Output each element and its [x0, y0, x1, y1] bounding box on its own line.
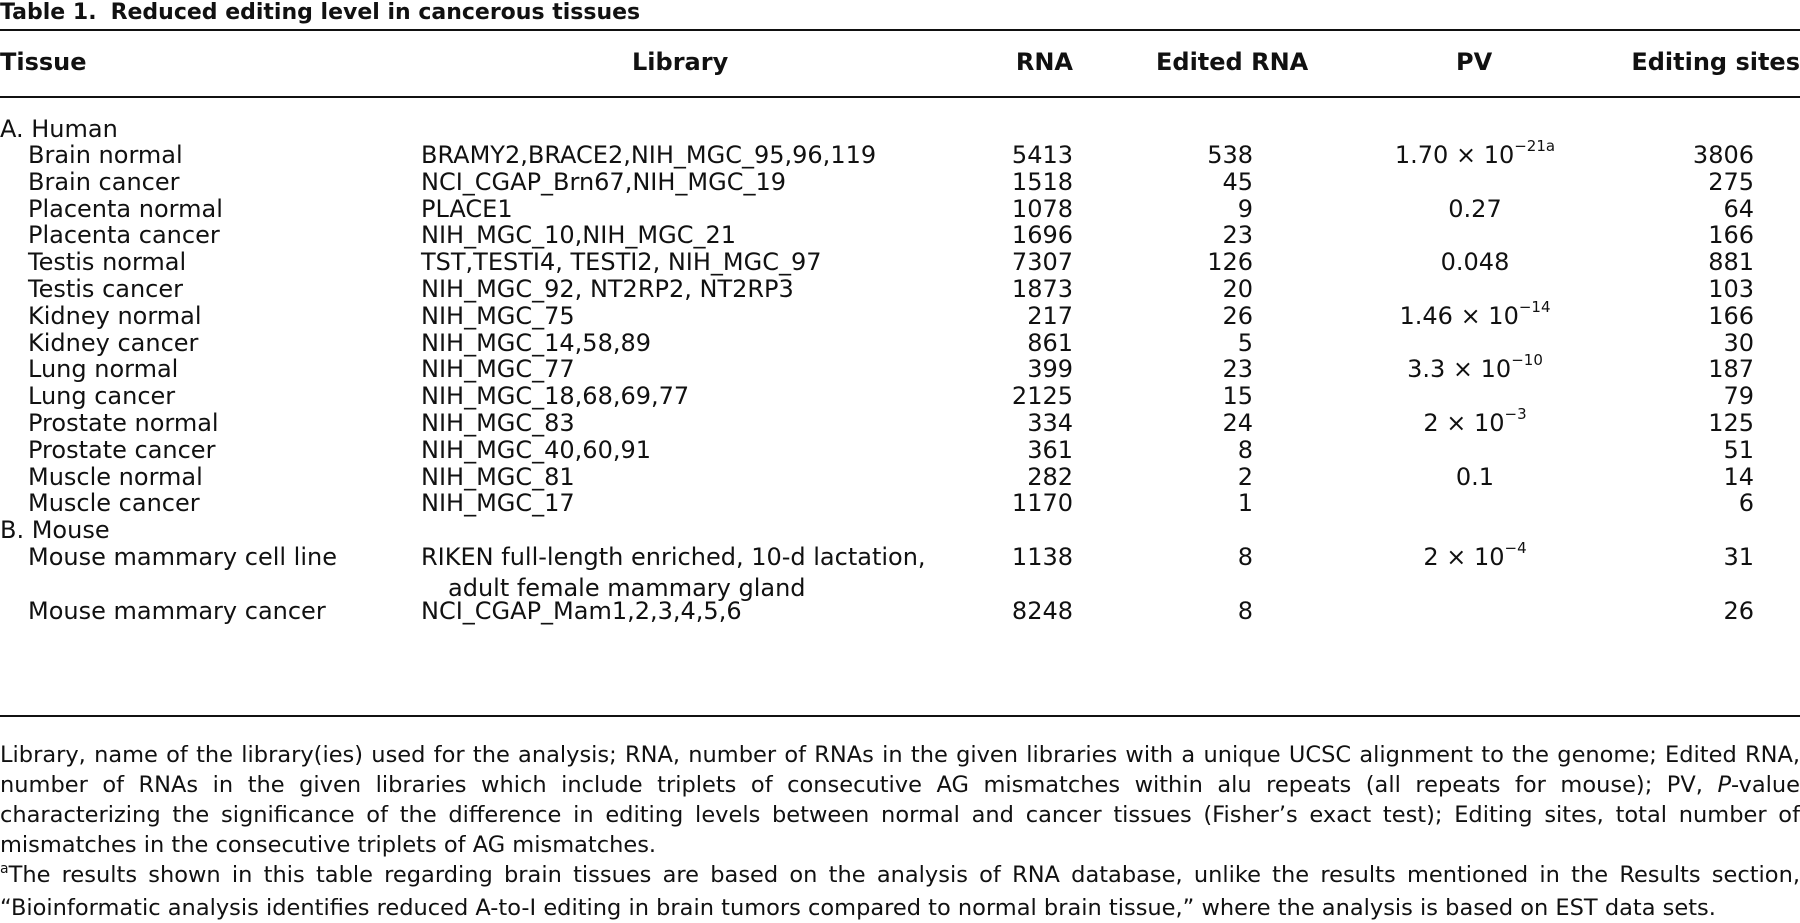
table-caption: Reduced editing level in cancerous tissues	[110, 0, 641, 25]
tissue-cell: Testis cancer	[28, 275, 184, 303]
editing-sites-cell: 275	[1708, 167, 1754, 196]
rna-cell: 1078	[1011, 194, 1073, 223]
edited-rna-cell: 45	[1222, 167, 1253, 196]
editing-sites-cell: 3806	[1692, 141, 1754, 169]
editing-sites-cell: 166	[1708, 221, 1754, 250]
rna-cell: 361	[1027, 435, 1073, 464]
tissue-cell: Mouse mammary cell line	[28, 543, 337, 571]
edited-rna-cell: 15	[1222, 382, 1253, 411]
rna-cell: 2125	[1011, 382, 1073, 411]
pv-value: 1.70 × 10	[1394, 141, 1515, 169]
library-cell: NIH_MGC_40,60,91	[421, 435, 652, 464]
table-row	[0, 596, 1800, 627]
edited-rna-cell: 8	[1237, 435, 1253, 464]
rna-cell: 8248	[1011, 596, 1073, 625]
pv-exponent: −21a	[1514, 137, 1556, 155]
header-pv: PV	[1456, 48, 1493, 76]
tissue-cell: Mouse mammary cancer	[28, 596, 326, 625]
edited-rna-cell: 23	[1222, 221, 1253, 250]
section-label-mouse: B. Mouse	[0, 516, 110, 545]
library-cell: NIH_MGC_18,68,69,77	[421, 382, 690, 411]
tissue-cell: Kidney cancer	[28, 328, 199, 357]
pv-exponent: −10	[1511, 351, 1543, 370]
pv-value: 1.46 × 10	[1399, 301, 1519, 330]
editing-sites-cell: 166	[1708, 301, 1754, 330]
rna-cell: 5413	[1011, 141, 1073, 169]
header-library: Library	[632, 48, 729, 76]
editing-sites-cell: 187	[1708, 355, 1754, 384]
footnote-text: The results shown in this table regarding brain tissues are based on the analysis of RNA database, unlike the results mentioned in the Results section, “Bioinformatic analysis identifies reduced A-to-I editing in brain tumors compared to normal brain tissue,” where the analysis is based on EST data sets.	[0, 862, 1800, 921]
tissue-cell: Lung normal	[28, 355, 179, 384]
rna-cell: 1696	[1011, 221, 1073, 250]
library-cell: PLACE1	[421, 194, 513, 223]
library-cell: NIH_MGC_92, NT2RP2, NT2RP3	[421, 275, 794, 303]
table-row	[0, 539, 1800, 602]
rna-cell: 861	[1027, 328, 1073, 357]
pv-value: 0.1	[1455, 462, 1495, 491]
pv-cell	[1380, 539, 1570, 576]
pv-exponent: −3	[1504, 405, 1527, 423]
edited-rna-cell: 24	[1222, 409, 1253, 437]
header-rna: RNA	[1015, 48, 1073, 76]
tissue-cell: Kidney normal	[28, 301, 202, 330]
tissue-cell: Testis normal	[28, 248, 187, 277]
editing-sites-cell: 64	[1723, 194, 1754, 223]
top-rule	[0, 29, 1800, 31]
pv-value: 0.27	[1448, 194, 1502, 223]
rna-cell: 399	[1027, 355, 1073, 384]
editing-sites-cell: 26	[1723, 596, 1754, 625]
section-label-human: A. Human	[0, 115, 118, 143]
editing-sites-cell: 30	[1723, 328, 1754, 357]
tissue-cell: Prostate normal	[28, 409, 219, 437]
legend-text-2: -value characterizing the significance of the difference in editing levels between normal and cancer tissues (Fisher’s exact test); Editing sites, total number of mismatches in the consecutive triplets of AG mismatches.	[0, 772, 1800, 858]
pv-value: 0.048	[1440, 248, 1510, 277]
library-cell: NIH_MGC_75	[421, 301, 575, 330]
edited-rna-cell: 23	[1222, 355, 1253, 384]
library-cell: NIH_MGC_81	[421, 462, 575, 491]
tissue-cell: Muscle normal	[28, 462, 203, 491]
library-cell: NCI_CGAP_Mam1,2,3,4,5,6	[421, 596, 742, 625]
edited-rna-cell: 538	[1207, 141, 1253, 169]
footnote-mark: a	[0, 861, 9, 877]
editing-sites-cell: 31	[1723, 543, 1754, 571]
tissue-cell: Brain cancer	[28, 167, 180, 196]
edited-rna-cell: 8	[1237, 543, 1253, 571]
editing-sites-cell: 103	[1708, 275, 1754, 303]
edited-rna-cell: 20	[1222, 275, 1253, 303]
tissue-cell: Lung cancer	[28, 382, 176, 411]
edited-rna-cell: 9	[1237, 194, 1253, 223]
edited-rna-cell: 1	[1237, 489, 1253, 518]
library-cell-continued: adult female mammary gland	[448, 574, 806, 602]
editing-sites-cell: 881	[1708, 248, 1754, 277]
pv-value: 2 × 10	[1423, 409, 1505, 437]
tissue-cell: Placenta normal	[28, 194, 223, 223]
editing-sites-cell: 14	[1723, 462, 1754, 491]
edited-rna-cell: 26	[1222, 301, 1253, 330]
edited-rna-cell: 2	[1237, 462, 1253, 491]
rna-cell: 334	[1027, 409, 1073, 437]
library-cell: NIH_MGC_83	[421, 409, 575, 437]
rna-cell: 282	[1027, 462, 1073, 491]
library-cell: NIH_MGC_14,58,89	[421, 328, 652, 357]
editing-sites-cell: 79	[1723, 382, 1754, 411]
table-notes	[0, 740, 1800, 923]
pv-value: 3.3 × 10	[1407, 355, 1512, 384]
pv-exponent: −4	[1504, 539, 1527, 557]
header-rule	[0, 96, 1800, 98]
library-cell: NCI_CGAP_Brn67,NIH_MGC_19	[421, 167, 787, 196]
bottom-rule	[0, 715, 1800, 717]
library-cell: RIKEN full-length enriched, 10-d lactation,	[421, 543, 926, 571]
edited-rna-cell: 126	[1207, 248, 1253, 277]
tissue-cell: Muscle cancer	[28, 489, 200, 518]
editing-sites-cell: 6	[1738, 489, 1754, 518]
rna-cell: 1138	[1011, 543, 1073, 571]
table-title	[0, 0, 640, 26]
tissue-cell: Brain normal	[28, 141, 183, 169]
rna-cell: 217	[1027, 301, 1073, 330]
rna-cell: 1170	[1011, 489, 1073, 518]
library-cell: NIH_MGC_17	[421, 489, 575, 518]
edited-rna-cell: 5	[1237, 328, 1253, 357]
library-cell: NIH_MGC_10,NIH_MGC_21	[421, 221, 736, 250]
legend-paragraph	[0, 740, 1800, 860]
pv-value: 2 × 10	[1423, 543, 1505, 571]
rna-cell: 1873	[1011, 275, 1073, 303]
rna-cell: 7307	[1011, 248, 1073, 277]
legend-text-1: Library, name of the library(ies) used for the analysis; RNA, number of RNAs in the given libraries with a unique UCSC alignment to the genome; Edited RNA, number of RNAs in the given libraries which include triplets of consecutive AG mismatches within alu repeats (all repeats for mouse); PV,	[0, 742, 1800, 798]
header-tissue: Tissue	[0, 48, 87, 76]
legend-italic-p: P	[1717, 772, 1732, 798]
rna-cell: 1518	[1011, 167, 1073, 196]
header-edited-rna: Edited RNA	[1156, 48, 1309, 76]
edited-rna-cell: 8	[1237, 596, 1253, 625]
tissue-cell: Prostate cancer	[28, 435, 216, 464]
editing-sites-cell: 125	[1708, 409, 1754, 437]
library-cell: NIH_MGC_77	[421, 355, 575, 384]
library-cell: BRAMY2,BRACE2,NIH_MGC_95,96,119	[421, 141, 877, 169]
footnote-paragraph	[0, 860, 1800, 923]
pv-exponent: −14	[1518, 297, 1551, 316]
library-cell: TST,TESTI4, TESTI2, NIH_MGC_97	[421, 248, 822, 277]
editing-sites-cell: 51	[1723, 435, 1754, 464]
tissue-cell: Placenta cancer	[28, 221, 220, 250]
table-number: Table 1.	[0, 0, 97, 25]
header-editing-sites: Editing sites	[1631, 48, 1800, 76]
